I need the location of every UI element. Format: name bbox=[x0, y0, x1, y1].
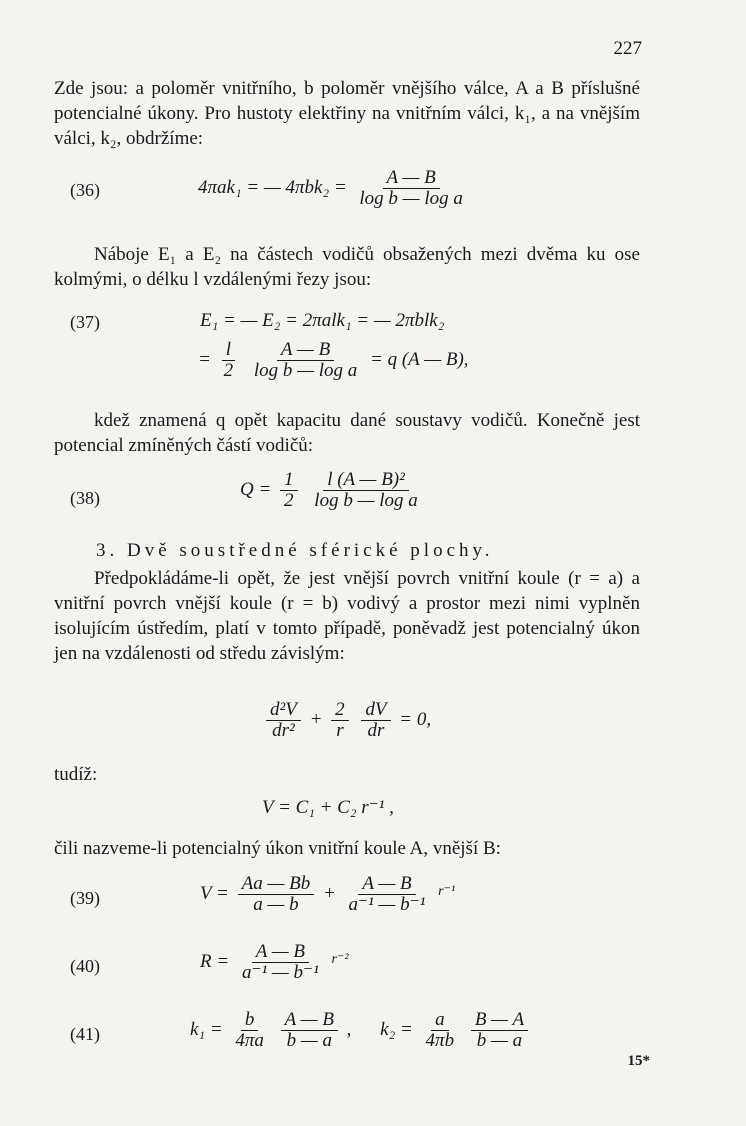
equation-40 bbox=[200, 942, 349, 983]
eq39-f1-denominator: a — b bbox=[253, 894, 299, 915]
paragraph-tudiz bbox=[54, 762, 254, 787]
eq40-left: R = bbox=[200, 950, 230, 972]
eq41-k1-f2-numerator: A — B bbox=[281, 1010, 338, 1031]
eq41-k2-f2-numerator: B — A bbox=[471, 1010, 528, 1031]
paragraph-charges bbox=[54, 242, 640, 292]
eq38-f2-numerator: l (A — B)² bbox=[323, 470, 409, 491]
eq41-k1-f1-numerator: b bbox=[241, 1010, 259, 1031]
eq39-plus: + bbox=[322, 882, 336, 904]
equation-38 bbox=[240, 470, 426, 511]
eq39-left: V = bbox=[200, 882, 229, 904]
eq41-k2-f1-numerator: a bbox=[431, 1010, 449, 1031]
eq41-k1-left: k₁ = bbox=[190, 1018, 223, 1040]
eq41-k2-f2-denominator: b — a bbox=[476, 1030, 523, 1051]
equation-number-38: (38) bbox=[70, 488, 100, 508]
eq41-k2-fraction-1 bbox=[422, 1010, 459, 1051]
equation-39 bbox=[200, 874, 455, 915]
laplace-plus: + bbox=[309, 708, 323, 730]
eq41-k2-left: k₂ = bbox=[380, 1018, 413, 1040]
equation-36 bbox=[198, 168, 471, 209]
eq41-k2-fraction-2 bbox=[471, 1010, 528, 1051]
eq37-f1-denominator: 2 bbox=[223, 360, 234, 381]
laplace-f2-denominator: r bbox=[336, 720, 344, 741]
signature-mark: 15* bbox=[627, 1053, 650, 1069]
eq41-comma: , bbox=[346, 1018, 352, 1040]
eq38-left: Q = bbox=[240, 478, 272, 500]
eq41-k1-f1-denominator: 4πa bbox=[235, 1030, 264, 1051]
eq36-numerator: A — B bbox=[383, 168, 440, 189]
eq37-f2-numerator: A — B bbox=[277, 340, 334, 361]
paragraph-text: kdež znamená q opět kapacitu dané soustavy vodičů. Konečně jest potencial zmíněných částí vodičů: bbox=[54, 410, 640, 456]
equation-37-line1: E₁ = — E₂ = 2πalk₁ = — 2πblk₂ bbox=[200, 310, 445, 331]
eq39-f1-numerator: Aa — Bb bbox=[238, 874, 315, 895]
eq39-f2-numerator: A — B bbox=[358, 874, 415, 895]
eq39-f2-denominator: a⁻¹ — b⁻¹ bbox=[348, 894, 426, 915]
eq38-fraction-2 bbox=[310, 470, 421, 511]
paragraph-spheres bbox=[54, 566, 640, 666]
eq41-k1-fraction-2 bbox=[281, 1010, 338, 1051]
eq37-equals: = bbox=[198, 348, 211, 370]
eq41-k1-f2-denominator: b — a bbox=[286, 1030, 332, 1051]
eq38-fraction-1 bbox=[280, 470, 298, 511]
eq37-f2-denominator: log b — log a bbox=[253, 360, 358, 381]
equation-41 bbox=[190, 1010, 532, 1051]
paragraph-capacity bbox=[54, 408, 640, 458]
laplace-f3-numerator: dV bbox=[361, 700, 390, 721]
eq40-numerator: A — B bbox=[252, 942, 309, 963]
eq37-fraction-2 bbox=[250, 340, 361, 381]
laplace-tail: = 0, bbox=[399, 708, 432, 730]
laplace-f2-numerator: 2 bbox=[331, 700, 349, 721]
equation-number-40: (40) bbox=[70, 956, 100, 976]
eq37-fraction-1 bbox=[220, 340, 238, 381]
section-title: 3. Dvě soustředné sférické plochy. bbox=[96, 540, 494, 561]
eq39-fraction-1 bbox=[238, 874, 315, 915]
equation-number-39: (39) bbox=[70, 888, 100, 908]
laplace-fraction-3 bbox=[361, 700, 390, 741]
paragraph-naming bbox=[54, 836, 640, 861]
eq37-f1-numerator: l bbox=[222, 340, 235, 361]
equation-37-line2 bbox=[198, 340, 469, 381]
laplace-fraction-1 bbox=[266, 700, 301, 741]
eq41-k2-f1-denominator: 4πb bbox=[425, 1030, 455, 1051]
eq36-left: 4πak₁ = — 4πbk₂ = bbox=[198, 176, 347, 198]
paragraph-intro bbox=[54, 76, 640, 151]
eq38-f1-denominator: 2 bbox=[284, 490, 294, 511]
eq36-denominator: log b — log a bbox=[359, 188, 463, 209]
page-number: 227 bbox=[613, 38, 642, 59]
eq41-k1-fraction-1 bbox=[231, 1010, 268, 1051]
paragraph-text: Zde jsou: a poloměr vnitřního, b poloměr vnějšího válce, A a B příslušné potencialné úkony. Pro hustoty elektřiny na vnitřním válci, k₁, a na vnějším válci, k₂, obdržíme: bbox=[54, 78, 640, 149]
equation-laplace bbox=[262, 700, 431, 741]
paragraph-text: Předpokládáme-li opět, že jest vnější povrch vnitřní koule (r = a) a vnitřní povrch vnější koule (r = b) vodivý a prostor mezi nimi vyplněn isolujícím ústředím, platí v tomto případě, poněvadž jest potencialný úkon jen na vzdálenosti od středu závislým: bbox=[54, 568, 640, 664]
laplace-fraction-2 bbox=[331, 700, 349, 741]
equation-number-36: (36) bbox=[70, 180, 100, 200]
eq39-power: r⁻¹ bbox=[438, 883, 456, 899]
eq36-fraction bbox=[355, 168, 466, 209]
equation-number-41: (41) bbox=[70, 1024, 100, 1044]
eq37-tail: = q (A — B), bbox=[370, 348, 469, 370]
laplace-f3-denominator: dr bbox=[367, 720, 385, 741]
eq40-denominator: a⁻¹ — b⁻¹ bbox=[241, 962, 319, 983]
eq40-fraction bbox=[238, 942, 323, 983]
eq38-f2-denominator: log b — log a bbox=[314, 490, 418, 511]
eq39-fraction-2 bbox=[345, 874, 430, 915]
laplace-f1-numerator: d²V bbox=[266, 700, 301, 721]
paragraph-text: Náboje E₁ a E₂ na částech vodičů obsažených mezi dvěma ku ose kolmými, o délku l vzdálenými řezy jsou: bbox=[54, 244, 640, 290]
paragraph-text: čili nazveme-li potencialný úkon vnitřní koule A, vnější B: bbox=[54, 838, 501, 859]
eq38-f1-numerator: 1 bbox=[280, 470, 298, 491]
eq40-power: r⁻² bbox=[331, 951, 349, 967]
equation-number-37: (37) bbox=[70, 312, 100, 332]
laplace-f1-denominator: dr² bbox=[272, 720, 295, 741]
equation-solution: V = C₁ + C₂ r⁻¹ , bbox=[262, 797, 394, 818]
paragraph-text: tudíž: bbox=[54, 764, 98, 785]
